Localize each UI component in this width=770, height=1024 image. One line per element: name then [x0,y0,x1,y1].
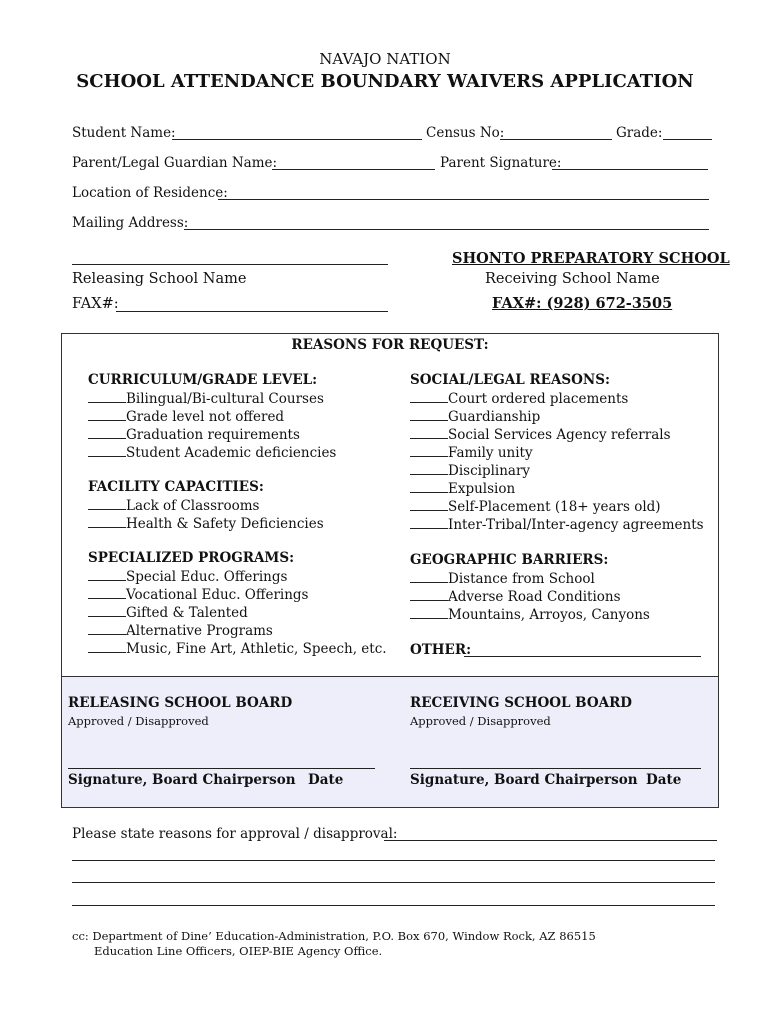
releasing-board-approval[interactable]: Approved / Disapproved [68,714,209,728]
reason-item[interactable]: Guardianship [410,408,540,425]
approval-prompt: Please state reasons for approval / disapproval: [72,826,398,842]
reason-item[interactable]: Distance from School [410,570,595,587]
releasing-date-label: Date [308,772,344,788]
reason-item[interactable]: Family unity [410,444,533,461]
reason-item[interactable]: Self-Placement (18+ years old) [410,498,661,515]
reason-item[interactable]: Health & Safety Deficiencies [88,515,324,532]
social-title: SOCIAL/LEGAL REASONS: [410,372,611,388]
approval-reason-line[interactable] [384,826,717,841]
reason-item[interactable]: Social Services Agency referrals [410,426,671,443]
board-box [61,676,719,808]
reasons-heading: REASONS FOR REQUEST: [291,337,489,353]
receiving-board-title: RECEIVING SCHOOL BOARD [410,695,632,711]
cc-line-2: Education Line Officers, OIEP-BIE Agency Office. [94,944,383,958]
specialized-title: SPECIALIZED PROGRAMS: [88,550,295,566]
student-name-field[interactable] [172,125,422,140]
receiving-fax: FAX#: (928) 672-3505 [492,295,673,312]
reason-item[interactable]: Bilingual/Bi-cultural Courses [88,390,324,407]
parent-signature-field[interactable] [552,155,708,170]
grade-label: Grade: [616,125,663,141]
parent-signature-label: Parent Signature: [440,155,562,171]
approval-reason-line[interactable] [72,868,715,883]
receiving-date-label: Date [646,772,682,788]
reason-item[interactable]: Court ordered placements [410,390,628,407]
releasing-fax-field[interactable] [116,297,388,312]
reason-item[interactable]: Adverse Road Conditions [410,588,621,605]
reasons-box [61,333,719,677]
approval-reason-line[interactable] [72,846,715,861]
grade-field[interactable] [663,125,712,140]
releasing-fax-label: FAX#: [72,296,119,312]
releasing-school-field[interactable] [72,250,388,265]
receiving-board-approval[interactable]: Approved / Disapproved [410,714,551,728]
approval-reason-line[interactable] [72,891,715,906]
reason-item[interactable]: Grade level not offered [88,408,284,425]
location-label: Location of Residence: [72,185,228,201]
census-no-label: Census No: [426,125,505,141]
census-no-field[interactable] [500,125,612,140]
reason-item[interactable]: Special Educ. Offerings [88,568,287,585]
mailing-field[interactable] [184,215,709,230]
reason-item[interactable]: Lack of Classrooms [88,497,259,514]
curriculum-title: CURRICULUM/GRADE LEVEL: [88,372,318,388]
geographic-title: GEOGRAPHIC BARRIERS: [410,552,609,568]
mailing-label: Mailing Address: [72,215,189,231]
reason-item[interactable]: Student Academic deficiencies [88,444,336,461]
location-field[interactable] [218,185,709,200]
reason-item[interactable]: Vocational Educ. Offerings [88,586,309,603]
releasing-signature-field[interactable] [68,754,375,769]
reason-item[interactable]: Disciplinary [410,462,530,479]
other-field[interactable] [464,642,701,657]
reason-item[interactable]: Inter-Tribal/Inter-agency agreements [410,516,704,533]
reason-item[interactable]: Gifted & Talented [88,604,248,621]
releasing-school-label: Releasing School Name [72,271,247,287]
org-name: NAVAJO NATION [319,50,451,68]
form-title: SCHOOL ATTENDANCE BOUNDARY WAIVERS APPLICATION [76,71,694,92]
releasing-signature-label: Signature, Board Chairperson [68,772,296,788]
receiving-school-name: SHONTO PREPARATORY SCHOOL [452,250,730,267]
other-title: OTHER: [410,642,472,658]
student-name-label: Student Name: [72,125,176,141]
facility-title: FACILITY CAPACITIES: [88,479,264,495]
reason-item[interactable]: Music, Fine Art, Athletic, Speech, etc. [88,640,387,657]
reason-item[interactable]: Graduation requirements [88,426,300,443]
receiving-signature-label: Signature, Board Chairperson [410,772,638,788]
reason-item[interactable]: Alternative Programs [88,622,273,639]
receiving-signature-field[interactable] [410,754,701,769]
parent-name-field[interactable] [272,155,435,170]
cc-line-1: cc: Department of Dine’ Education-Administration, P.O. Box 670, Window Rock, AZ 86515 [72,929,596,943]
releasing-board-title: RELEASING SCHOOL BOARD [68,695,293,711]
reason-item[interactable]: Expulsion [410,480,515,497]
receiving-school-label: Receiving School Name [485,271,660,287]
parent-name-label: Parent/Legal Guardian Name: [72,155,278,171]
reason-item[interactable]: Mountains, Arroyos, Canyons [410,606,650,623]
